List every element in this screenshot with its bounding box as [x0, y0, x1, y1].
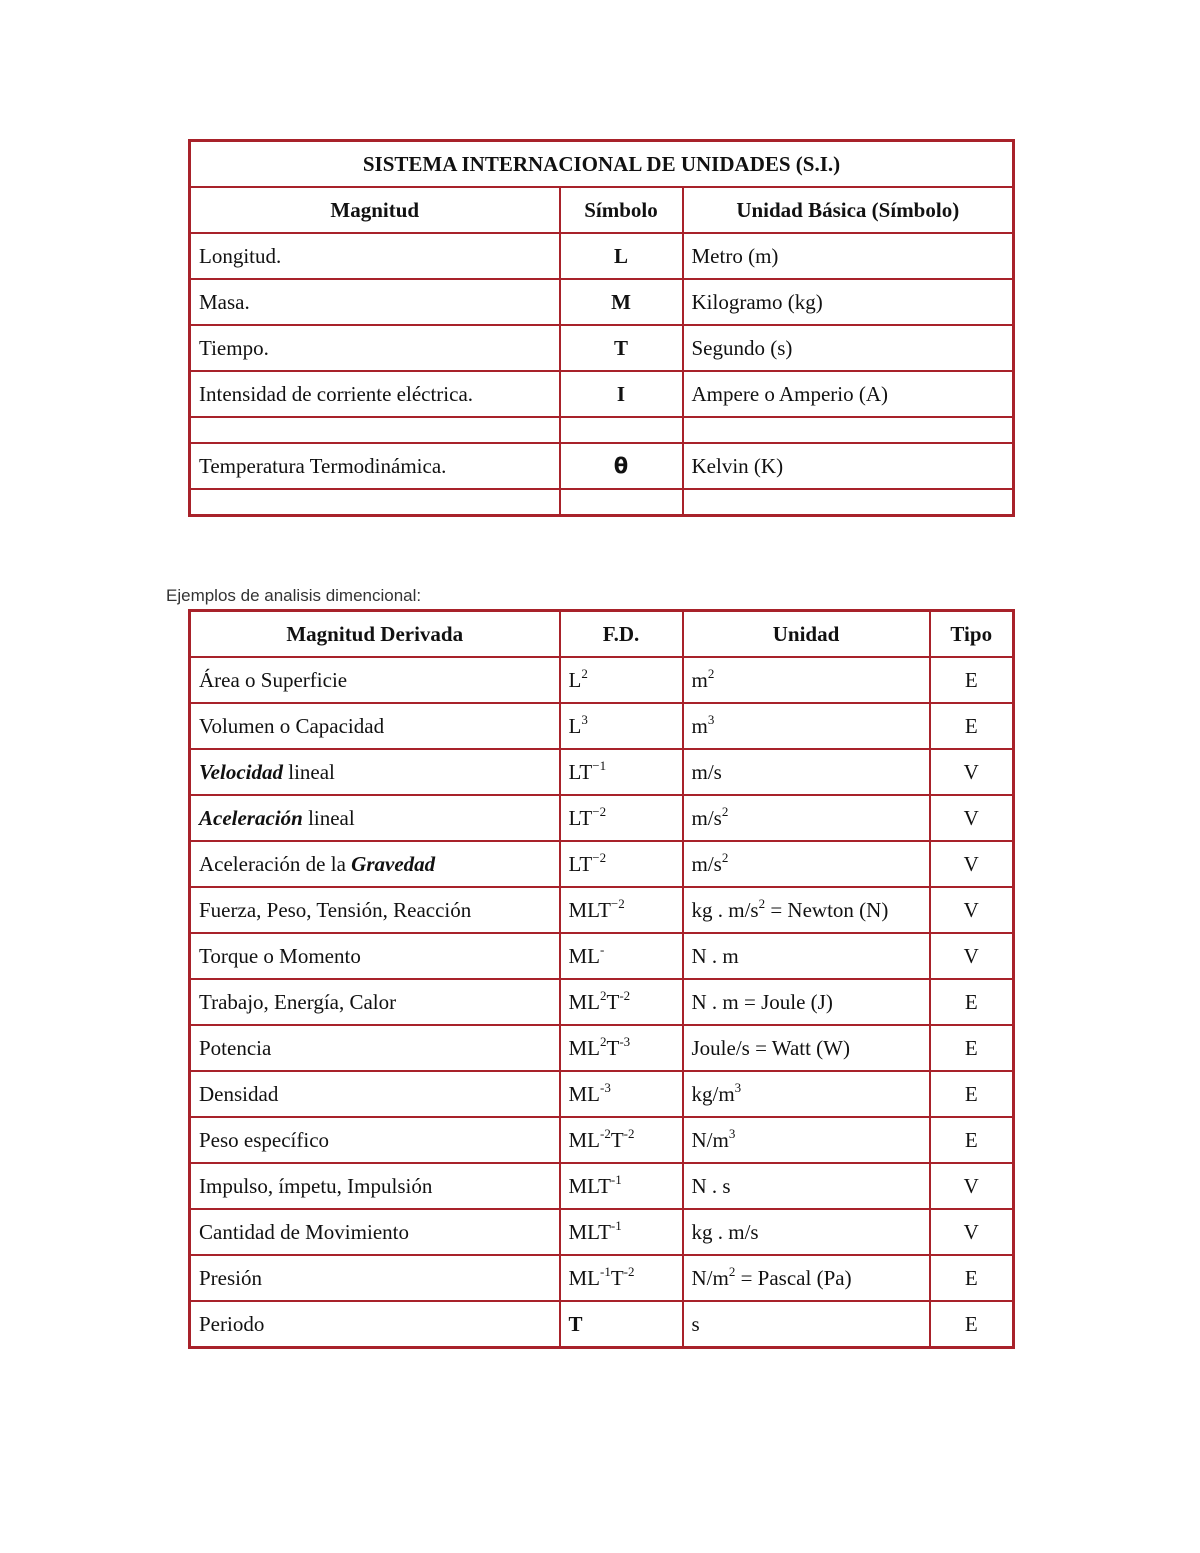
fd-base: ML — [568, 989, 600, 1014]
fd-exponent: - — [600, 941, 605, 957]
magnitud-derivada-cell — [190, 1071, 560, 1117]
unidad-base: m/s — [691, 851, 722, 876]
magnitud-emphasis: Aceleración — [199, 805, 303, 830]
unidad-cell — [683, 841, 930, 887]
col-header-tipo: Tipo — [930, 611, 1014, 658]
magnitud-cell: Longitud. — [190, 233, 560, 279]
unidad-cell — [683, 1117, 930, 1163]
unidad-exponent: 3 — [728, 1125, 736, 1141]
unidad-exponent: 2 — [728, 1263, 736, 1279]
table-row — [190, 1071, 1014, 1117]
empty-cell — [683, 489, 1014, 516]
fd-cell — [560, 703, 683, 749]
unidad-suffix: = Pascal (Pa) — [735, 1265, 852, 1290]
table-row — [190, 795, 1014, 841]
magnitud-cell: Tiempo. — [190, 325, 560, 371]
fd-cell — [560, 749, 683, 795]
magnitud-text: Periodo — [199, 1311, 265, 1336]
unidad-cell — [683, 1209, 930, 1255]
fd-base: ML — [568, 1127, 600, 1152]
fd-base: ML — [568, 943, 600, 968]
simbolo-cell: I — [560, 371, 683, 417]
fd-cell — [560, 841, 683, 887]
unidad-exponent: 2 — [721, 849, 729, 865]
fd-exponent: −2 — [592, 803, 607, 819]
unidad-cell — [683, 933, 930, 979]
fd-base: L — [568, 713, 582, 738]
fd-cell — [560, 887, 683, 933]
empty-cell — [560, 417, 683, 443]
unidad-cell — [683, 1255, 930, 1301]
unidad-cell — [683, 887, 930, 933]
unidad-base: m/s — [691, 759, 722, 784]
unidad-cell: Segundo (s) — [683, 325, 1014, 371]
fd-exponent-2: -2 — [623, 1125, 635, 1141]
fd-base-2: T — [610, 1265, 624, 1290]
fd-base: MLT — [568, 1219, 611, 1244]
unidad-exponent: 3 — [734, 1079, 742, 1095]
unidad-base: N . m — [691, 943, 739, 968]
unidad-cell: Kilogramo (kg) — [683, 279, 1014, 325]
unidad-cell: Ampere o Amperio (A) — [683, 371, 1014, 417]
col-header-magnitud: Magnitud — [190, 187, 560, 233]
fd-exponent: −2 — [610, 895, 625, 911]
simbolo-cell: L — [560, 233, 683, 279]
unidad-cell — [683, 1071, 930, 1117]
fd-cell — [560, 1209, 683, 1255]
magnitud-derivada-cell — [190, 1301, 560, 1348]
magnitud-derivada-cell — [190, 1025, 560, 1071]
empty-cell — [190, 489, 560, 516]
fd-base: MLT — [568, 1173, 611, 1198]
tipo-cell: E — [930, 703, 1014, 749]
table-row — [190, 1209, 1014, 1255]
fd-cell — [560, 1071, 683, 1117]
tipo-cell: V — [930, 841, 1014, 887]
tipo-cell: E — [930, 1117, 1014, 1163]
magnitud-text: Aceleración de la — [199, 851, 352, 876]
col-header-unidad-basica: Unidad Básica (Símbolo) — [683, 187, 1014, 233]
col-header-fd: F.D. — [560, 611, 683, 658]
fd-exponent: 2 — [581, 665, 588, 681]
table-row — [190, 841, 1014, 887]
empty-cell — [190, 417, 560, 443]
fd-exponent: -2 — [600, 1125, 611, 1141]
section-caption: Ejemplos de analisis dimencional: — [166, 586, 422, 605]
fd-exponent: -1 — [610, 1171, 622, 1187]
fd-exponent: −2 — [592, 849, 607, 865]
unidad-base: Joule/s = Watt (W) — [691, 1035, 850, 1060]
col-header-unidad: Unidad — [683, 611, 930, 658]
fd-base-2: T — [606, 1035, 620, 1060]
magnitud-text-suffix: lineal — [283, 759, 335, 784]
fd-cell — [560, 657, 683, 703]
magnitud-derivada-cell — [190, 1117, 560, 1163]
table-row — [190, 749, 1014, 795]
fd-cell — [560, 1117, 683, 1163]
table-row — [190, 279, 1014, 325]
fd-cell — [560, 1255, 683, 1301]
unidad-base: N . m = Joule (J) — [691, 989, 833, 1014]
unidad-cell: Metro (m) — [683, 233, 1014, 279]
fd-exponent-2: -3 — [619, 1033, 631, 1049]
table-row — [190, 1117, 1014, 1163]
tipo-cell: E — [930, 657, 1014, 703]
tipo-cell: E — [930, 1071, 1014, 1117]
unidad-base: kg . m/s — [691, 897, 759, 922]
tipo-cell: E — [930, 1025, 1014, 1071]
fd-base: ML — [568, 1035, 600, 1060]
unidad-cell — [683, 703, 930, 749]
fd-base: LT — [568, 805, 593, 830]
magnitud-text: Área o Superficie — [199, 667, 348, 692]
fd-base: T — [568, 1311, 583, 1336]
fd-exponent: 3 — [581, 711, 588, 727]
magnitud-derivada-cell — [190, 841, 560, 887]
magnitud-derivada-cell — [190, 887, 560, 933]
unidad-cell — [683, 657, 930, 703]
magnitud-derivada-cell — [190, 657, 560, 703]
fd-base: ML — [568, 1265, 600, 1290]
tipo-cell: V — [930, 933, 1014, 979]
table-row — [190, 657, 1014, 703]
magnitud-text-suffix: lineal — [302, 805, 355, 830]
unidad-cell — [683, 795, 930, 841]
magnitud-text: Peso específico — [199, 1127, 330, 1152]
magnitud-derivada-cell — [190, 1255, 560, 1301]
fd-exponent-2: -2 — [623, 1263, 635, 1279]
unidad-cell — [683, 749, 930, 795]
fd-exponent-2: -2 — [619, 987, 631, 1003]
tipo-cell: V — [930, 795, 1014, 841]
unidad-base: m/s — [691, 805, 722, 830]
tipo-cell: E — [930, 1255, 1014, 1301]
table-row — [190, 887, 1014, 933]
magnitud-cell: Masa. — [190, 279, 560, 325]
table-row — [190, 933, 1014, 979]
unidad-base: m — [691, 667, 708, 692]
unidad-exponent: 2 — [707, 665, 715, 681]
unidad-base: m — [691, 713, 708, 738]
unidad-cell — [683, 1025, 930, 1071]
empty-row — [190, 417, 1014, 443]
fd-cell — [560, 1025, 683, 1071]
magnitud-derivada-cell — [190, 933, 560, 979]
fd-base: LT — [568, 851, 593, 876]
magnitud-text: Densidad — [199, 1081, 279, 1106]
magnitud-text: Cantidad de Movimiento — [199, 1219, 409, 1244]
unidad-base: s — [691, 1311, 700, 1336]
magnitud-cell: Intensidad de corriente eléctrica. — [190, 371, 560, 417]
tipo-cell: V — [930, 749, 1014, 795]
magnitud-cell: Temperatura Termodinámica. — [190, 443, 560, 489]
unidad-base: kg/m — [691, 1081, 735, 1106]
unidad-suffix: = Newton (N) — [765, 897, 889, 922]
magnitud-derivada-cell — [190, 1163, 560, 1209]
fd-base: ML — [568, 1081, 600, 1106]
fd-exponent: -1 — [600, 1263, 611, 1279]
unidad-base: N/m — [691, 1265, 729, 1290]
fd-exponent: 2 — [600, 1033, 607, 1049]
fd-base: LT — [568, 759, 593, 784]
fd-base: L — [568, 667, 582, 692]
table-row — [190, 1301, 1014, 1348]
fd-exponent: -1 — [610, 1217, 622, 1233]
unidad-cell — [683, 979, 930, 1025]
magnitud-text: Presión — [199, 1265, 262, 1290]
magnitud-text: Torque o Momento — [199, 943, 361, 968]
fd-cell — [560, 795, 683, 841]
tipo-cell: E — [930, 1301, 1014, 1348]
unidad-exponent: 2 — [758, 895, 766, 911]
fd-cell — [560, 979, 683, 1025]
si-table-title: SISTEMA INTERNACIONAL DE UNIDADES (S.I.) — [190, 141, 1014, 188]
fd-base-2: T — [610, 1127, 624, 1152]
empty-row — [190, 489, 1014, 516]
fd-cell — [560, 933, 683, 979]
unidad-cell: Kelvin (K) — [683, 443, 1014, 489]
unidad-cell — [683, 1163, 930, 1209]
col-header-simbolo: Símbolo — [560, 187, 683, 233]
fd-exponent: -3 — [600, 1079, 611, 1095]
table-row — [190, 443, 1014, 489]
fd-cell — [560, 1301, 683, 1348]
table-row — [190, 1025, 1014, 1071]
table-row — [190, 233, 1014, 279]
table-row — [190, 1255, 1014, 1301]
derived-units-table — [188, 609, 1015, 1349]
simbolo-cell: T — [560, 325, 683, 371]
magnitud-emphasis: Velocidad — [199, 759, 283, 784]
table-row — [190, 1163, 1014, 1209]
magnitud-derivada-cell — [190, 795, 560, 841]
magnitud-text: Impulso, ímpetu, Impulsión — [199, 1173, 433, 1198]
fd-exponent: −1 — [592, 757, 607, 773]
fd-cell — [560, 1163, 683, 1209]
unidad-exponent: 2 — [721, 803, 729, 819]
unidad-exponent: 3 — [707, 711, 715, 727]
magnitud-text: Fuerza, Peso, Tensión, Reacción — [199, 897, 472, 922]
table-row — [190, 371, 1014, 417]
magnitud-text: Trabajo, Energía, Calor — [199, 989, 397, 1014]
tipo-cell: E — [930, 979, 1014, 1025]
col-header-magnitud-derivada: Magnitud Derivada — [190, 611, 560, 658]
tipo-cell: V — [930, 887, 1014, 933]
magnitud-text: Potencia — [199, 1035, 272, 1060]
magnitud-text: Volumen o Capacidad — [199, 713, 385, 738]
simbolo-cell: θ — [560, 443, 683, 489]
tipo-cell: V — [930, 1209, 1014, 1255]
magnitud-emphasis: Gravedad — [351, 851, 436, 876]
tipo-cell: V — [930, 1163, 1014, 1209]
table-row — [190, 979, 1014, 1025]
unidad-base: N . s — [691, 1173, 731, 1198]
empty-cell — [683, 417, 1014, 443]
fd-exponent: 2 — [600, 987, 607, 1003]
table-row — [190, 703, 1014, 749]
fd-base-2: T — [606, 989, 620, 1014]
si-units-table — [188, 139, 1015, 517]
empty-cell — [560, 489, 683, 516]
unidad-cell — [683, 1301, 930, 1348]
simbolo-cell: M — [560, 279, 683, 325]
magnitud-derivada-cell — [190, 749, 560, 795]
unidad-base: N/m — [691, 1127, 729, 1152]
magnitud-derivada-cell — [190, 979, 560, 1025]
fd-base: MLT — [568, 897, 611, 922]
magnitud-derivada-cell — [190, 1209, 560, 1255]
unidad-base: kg . m/s — [691, 1219, 759, 1244]
table-row — [190, 325, 1014, 371]
magnitud-derivada-cell — [190, 703, 560, 749]
